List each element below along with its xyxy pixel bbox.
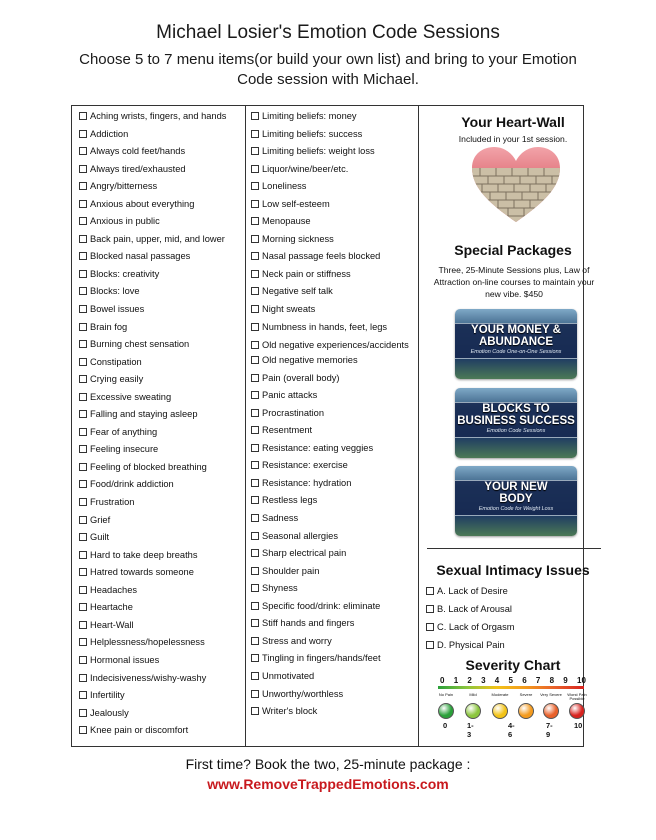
checklist-label: Blocks: creativity xyxy=(90,268,160,279)
severity-range: 1-3 xyxy=(467,721,474,739)
checklist-label: Seasonal allergies xyxy=(262,530,338,541)
checklist-item[interactable] xyxy=(251,304,411,315)
menu-column-1 xyxy=(79,111,226,743)
checklist-label: Resentment xyxy=(262,425,313,436)
checklist-label: Fear of anything xyxy=(90,426,158,437)
page-subtitle: Choose 5 to 7 menu items(or build your own list) and bring to your Emotion Code session with Michael. xyxy=(79,51,577,88)
checkbox[interactable] xyxy=(79,533,87,541)
page-title: Michael Losier's Emotion Code Sessions xyxy=(156,22,500,43)
checklist-label: Blocked nasal passages xyxy=(90,251,191,262)
checkbox[interactable] xyxy=(79,358,87,366)
severity-face-icon xyxy=(465,703,481,719)
checklist-label: Grief xyxy=(90,514,111,525)
checklist-label: Sharp electrical pain xyxy=(262,548,347,559)
severity-face-icon xyxy=(492,703,508,719)
checkbox[interactable] xyxy=(79,498,87,506)
checklist-item[interactable] xyxy=(79,673,226,684)
checklist-item[interactable] xyxy=(79,602,226,613)
checklist-label: Food/drink addiction xyxy=(90,479,174,490)
checkbox[interactable] xyxy=(251,549,259,557)
checkbox[interactable] xyxy=(251,252,259,260)
severity-label: Mild xyxy=(469,692,477,697)
checklist-label: Menopause xyxy=(262,216,311,227)
checklist-item[interactable] xyxy=(79,585,226,596)
checklist-item[interactable] xyxy=(79,304,226,315)
scale-number: 5 xyxy=(508,676,513,685)
checkbox[interactable] xyxy=(251,270,259,278)
checkbox[interactable] xyxy=(79,656,87,664)
footer-text: First time? Book the two, 25-minute package : xyxy=(185,756,471,772)
checklist-item[interactable] xyxy=(79,725,226,736)
checklist-label: Falling and staying asleep xyxy=(90,409,198,420)
package-title: BODY xyxy=(499,493,533,505)
package-card-body[interactable] xyxy=(455,466,577,536)
scale-number: 6 xyxy=(522,676,527,685)
checkbox[interactable] xyxy=(251,672,259,680)
checkbox[interactable] xyxy=(251,356,259,364)
checklist-label: Unworthy/worthless xyxy=(262,688,344,699)
checklist-label: Burning chest sensation xyxy=(90,339,190,350)
checkbox[interactable] xyxy=(251,514,259,522)
checklist-item[interactable] xyxy=(251,146,411,157)
checklist-label: Heartache xyxy=(90,602,133,613)
scale-number: 9 xyxy=(563,676,568,685)
severity-range: 4-6 xyxy=(508,721,515,739)
severity-title: Severity Chart xyxy=(465,657,561,673)
checklist-label: Angry/bitterness xyxy=(90,181,158,192)
checkbox[interactable] xyxy=(251,130,259,138)
checklist-item[interactable] xyxy=(79,708,226,719)
checklist-item[interactable] xyxy=(79,357,226,368)
checklist-label: Nasal passage feels blocked xyxy=(262,251,381,262)
checkbox[interactable] xyxy=(251,532,259,540)
checklist-item[interactable] xyxy=(79,409,226,420)
checkbox[interactable] xyxy=(79,340,87,348)
checkbox[interactable] xyxy=(79,147,87,155)
package-title: YOUR NEW xyxy=(484,481,548,493)
menu-column-2 xyxy=(251,111,411,724)
checklist-item[interactable] xyxy=(251,269,411,280)
intimacy-item[interactable]: D. Physical Pain xyxy=(426,640,505,650)
checklist-label: Old negative memories xyxy=(262,355,358,366)
scale-number: 3 xyxy=(481,676,486,685)
checkbox[interactable] xyxy=(79,165,87,173)
checkbox[interactable] xyxy=(79,568,87,576)
checklist-item[interactable] xyxy=(251,129,411,140)
checkbox[interactable] xyxy=(79,709,87,717)
package-subtitle: Emotion Code Sessions xyxy=(486,428,546,434)
checklist-label: Back pain, upper, mid, and lower xyxy=(90,233,225,244)
checklist-label: Feeling insecure xyxy=(90,444,159,455)
checkbox[interactable] xyxy=(79,428,87,436)
severity-bar xyxy=(438,686,584,689)
checkbox[interactable] xyxy=(251,374,259,382)
severity-label: Worst Pain Possible xyxy=(567,692,587,701)
checkbox[interactable] xyxy=(79,480,87,488)
checklist-item[interactable] xyxy=(251,548,411,559)
checkbox[interactable] xyxy=(79,287,87,295)
checklist-label: Heart-Wall xyxy=(90,619,134,630)
checkbox[interactable] xyxy=(79,130,87,138)
checklist-item[interactable] xyxy=(251,671,411,682)
checklist-item[interactable] xyxy=(79,286,226,297)
checkbox[interactable] xyxy=(79,323,87,331)
checkbox[interactable] xyxy=(79,252,87,260)
checkbox[interactable] xyxy=(79,674,87,682)
checkbox[interactable] xyxy=(79,586,87,594)
checklist-item[interactable] xyxy=(251,513,411,524)
checklist-label: Hard to take deep breaths xyxy=(90,549,198,560)
checklist-label: Jealously xyxy=(90,707,129,718)
checklist-item[interactable] xyxy=(79,234,226,245)
checklist-item[interactable] xyxy=(251,199,411,210)
checkbox[interactable] xyxy=(79,270,87,278)
checklist-label: Always cold feet/hands xyxy=(90,146,186,157)
checkbox[interactable] xyxy=(251,112,259,120)
checkbox[interactable] xyxy=(251,690,259,698)
checklist-label: Blocks: love xyxy=(90,286,140,297)
checklist-label: Neck pain or stiffness xyxy=(262,268,351,279)
checkbox[interactable] xyxy=(251,287,259,295)
column-divider-1 xyxy=(245,105,246,747)
checklist-item[interactable] xyxy=(251,653,411,664)
package-title: ABUNDANCE xyxy=(478,336,554,348)
checkbox[interactable] xyxy=(251,654,259,662)
scale-number: 0 xyxy=(440,676,445,685)
severity-range: 0 xyxy=(443,721,448,730)
severity-face-icon xyxy=(438,703,454,719)
severity-range: 7-9 xyxy=(546,721,553,739)
checkbox[interactable] xyxy=(79,410,87,418)
checklist-item[interactable] xyxy=(251,181,411,192)
website-link[interactable]: www.RemoveTrappedEmotions.com xyxy=(207,776,449,792)
checklist-label: Limiting beliefs: weight loss xyxy=(262,146,375,157)
checklist-item[interactable] xyxy=(79,199,226,210)
checklist-label: Old negative experiences/accidents xyxy=(262,340,409,351)
scale-number: 2 xyxy=(467,676,472,685)
checklist-label: Pain (overall body) xyxy=(262,372,340,383)
checklist-item[interactable] xyxy=(79,111,226,122)
checklist-item[interactable] xyxy=(251,251,411,262)
checklist-item[interactable] xyxy=(79,655,226,666)
checkbox[interactable] xyxy=(251,567,259,575)
section-divider xyxy=(427,548,601,549)
checklist-label: Loneliness xyxy=(262,181,307,192)
checkbox[interactable] xyxy=(251,707,259,715)
checklist-label: Stress and worry xyxy=(262,635,332,646)
checklist-item[interactable] xyxy=(79,216,226,227)
checklist-label: Resistance: eating veggies xyxy=(262,442,374,453)
checklist-item[interactable] xyxy=(79,251,226,262)
checkbox[interactable] xyxy=(79,112,87,120)
severity-label: No Pain xyxy=(438,692,454,697)
checklist-label: Addiction xyxy=(90,128,129,139)
checkbox[interactable] xyxy=(251,479,259,487)
checklist-item[interactable] xyxy=(251,111,411,122)
checkbox[interactable] xyxy=(251,235,259,243)
checklist-item[interactable] xyxy=(79,532,226,543)
checklist-label: Guilt xyxy=(90,532,110,543)
checklist-label: Limiting beliefs: success xyxy=(262,128,363,139)
package-title: BUSINESS SUCCESS xyxy=(457,415,575,427)
checkbox[interactable] xyxy=(251,200,259,208)
checkbox[interactable] xyxy=(79,217,87,225)
checklist-label: Tingling in fingers/hands/feet xyxy=(262,653,381,664)
intimacy-item[interactable]: B. Lack of Arousal xyxy=(426,604,512,614)
checklist-item[interactable] xyxy=(251,425,411,436)
checklist-item[interactable] xyxy=(79,339,226,350)
checkbox[interactable] xyxy=(79,200,87,208)
severity-face-icon xyxy=(518,703,534,719)
checklist-label: Indecisiveness/wishy-washy xyxy=(90,672,207,683)
checklist-item[interactable] xyxy=(79,444,226,455)
checklist-label: Resistance: hydration xyxy=(262,477,352,488)
checklist-item[interactable] xyxy=(251,689,411,700)
checkbox[interactable] xyxy=(251,602,259,610)
checklist-label: Procrastination xyxy=(262,407,325,418)
checklist-label: Night sweats xyxy=(262,304,316,315)
checklist-label: Aching wrists, fingers, and hands xyxy=(90,111,227,121)
checkbox[interactable] xyxy=(251,619,259,627)
package-subtitle: Emotion Code One-on-One Sessions xyxy=(470,349,562,355)
checkbox[interactable] xyxy=(251,444,259,452)
intimacy-title: Sexual Intimacy Issues xyxy=(436,562,590,578)
checklist-label: Writer's block xyxy=(262,706,318,717)
checklist-item[interactable] xyxy=(79,479,226,490)
checklist-label: Crying easily xyxy=(90,374,144,385)
checklist-item[interactable] xyxy=(79,690,226,701)
checkbox[interactable] xyxy=(251,391,259,399)
checkbox[interactable] xyxy=(79,182,87,190)
package-title: YOUR MONEY & xyxy=(471,324,561,336)
checklist-item[interactable] xyxy=(79,181,226,192)
checklist-item[interactable] xyxy=(79,392,226,403)
checklist-label: Shoulder pain xyxy=(262,565,320,576)
checkbox[interactable] xyxy=(251,584,259,592)
heartwall-title: Your Heart-Wall xyxy=(461,114,565,130)
checklist-item[interactable] xyxy=(251,443,411,454)
checklist-item[interactable] xyxy=(251,636,411,647)
checkbox[interactable] xyxy=(79,638,87,646)
checklist-label: Constipation xyxy=(90,356,142,367)
checklist-item[interactable] xyxy=(251,601,411,612)
checklist-item[interactable] xyxy=(251,706,411,717)
packages-title: Special Packages xyxy=(454,242,572,258)
checklist-item[interactable] xyxy=(251,478,411,489)
checklist-item[interactable] xyxy=(79,462,226,473)
checklist-item[interactable] xyxy=(79,620,226,631)
package-subtitle: Emotion Code for Weight Loss xyxy=(478,506,554,512)
checklist-item[interactable] xyxy=(79,146,226,157)
package-card-money[interactable] xyxy=(455,309,577,379)
scale-number: 7 xyxy=(535,676,541,685)
checkbox[interactable] xyxy=(79,305,87,313)
checklist-item[interactable] xyxy=(251,373,411,384)
checklist-label: Always tired/exhausted xyxy=(90,163,186,174)
checkbox[interactable] xyxy=(251,305,259,313)
checkbox[interactable] xyxy=(251,409,259,417)
checklist-label: Feeling of blocked breathing xyxy=(90,461,207,472)
checkbox[interactable] xyxy=(79,375,87,383)
checklist-label: Knee pain or discomfort xyxy=(90,725,189,736)
checkbox[interactable] xyxy=(79,726,87,734)
checklist-label: Negative self talk xyxy=(262,286,333,297)
checklist-item[interactable] xyxy=(251,164,411,175)
checklist-item[interactable] xyxy=(251,339,411,351)
checkbox[interactable] xyxy=(251,461,259,469)
checklist-label: Panic attacks xyxy=(262,390,318,401)
checklist-label: Specific food/drink: eliminate xyxy=(262,600,381,611)
severity-range: 10 xyxy=(574,721,583,730)
checklist-label: Hormonal issues xyxy=(90,654,160,665)
checkbox[interactable] xyxy=(79,551,87,559)
checkbox[interactable] xyxy=(251,341,259,349)
checkbox[interactable] xyxy=(79,393,87,401)
checklist-label: Sadness xyxy=(262,513,299,524)
scale-number: 1 xyxy=(453,676,459,685)
checklist-item[interactable] xyxy=(251,460,411,471)
checklist-item[interactable] xyxy=(251,390,411,401)
checklist-label: Excessive sweating xyxy=(90,391,172,402)
checkbox[interactable] xyxy=(79,235,87,243)
checklist-label: Shyness xyxy=(262,583,298,594)
checklist-item[interactable] xyxy=(79,567,226,578)
severity-face-icon xyxy=(543,703,559,719)
checkbox[interactable] xyxy=(79,463,87,471)
checklist-label: Anxious about everything xyxy=(90,198,195,209)
checklist-item[interactable] xyxy=(251,531,411,542)
checklist-item[interactable] xyxy=(251,355,411,366)
checklist-label: Headaches xyxy=(90,584,138,595)
checklist-item[interactable] xyxy=(251,408,411,419)
checkbox[interactable] xyxy=(251,637,259,645)
checkbox[interactable] xyxy=(251,165,259,173)
checklist-item[interactable] xyxy=(251,566,411,577)
scale-number: 4 xyxy=(494,676,500,685)
checkbox[interactable] xyxy=(251,182,259,190)
severity-label: Moderate xyxy=(491,692,509,697)
checklist-label: Stiff hands and fingers xyxy=(262,618,355,629)
checklist-item[interactable] xyxy=(79,374,226,385)
checklist-label: Low self-esteem xyxy=(262,198,330,209)
column-divider-2 xyxy=(418,105,419,747)
checklist-item[interactable] xyxy=(251,322,411,333)
checklist-item[interactable] xyxy=(251,618,411,629)
severity-label: Very Severe xyxy=(540,692,562,697)
checklist-item[interactable] xyxy=(251,495,411,506)
checklist-item[interactable] xyxy=(79,550,226,561)
checklist-label: Unmotivated xyxy=(262,670,315,681)
checkbox[interactable] xyxy=(79,445,87,453)
checklist-item[interactable] xyxy=(251,234,411,245)
heartwall-note: Included in your 1st session. xyxy=(458,134,568,144)
checklist-item[interactable] xyxy=(79,269,226,280)
checkbox[interactable] xyxy=(251,217,259,225)
checkbox[interactable] xyxy=(251,323,259,331)
checkbox[interactable] xyxy=(79,516,87,524)
checklist-label: Frustration xyxy=(90,497,135,508)
checklist-label: Brain fog xyxy=(90,321,128,332)
checklist-label: Restless legs xyxy=(262,495,318,506)
checklist-item[interactable] xyxy=(251,286,411,297)
checkbox[interactable] xyxy=(251,496,259,504)
checklist-label: Helplessness/hopelessness xyxy=(90,637,205,648)
checklist-label: Liquor/wine/beer/etc. xyxy=(262,163,349,174)
checklist-item[interactable] xyxy=(79,497,226,508)
checklist-label: Infertility xyxy=(90,690,125,701)
checklist-item[interactable] xyxy=(79,322,226,333)
checklist-label: Morning sickness xyxy=(262,233,334,244)
scale-number: 10 xyxy=(577,676,586,685)
intimacy-item[interactable]: C. Lack of Orgasm xyxy=(426,622,515,632)
checklist-label: Anxious in public xyxy=(90,216,160,227)
checklist-label: Hatred towards someone xyxy=(90,567,194,578)
checklist-item[interactable] xyxy=(251,583,411,594)
package-card-business[interactable] xyxy=(455,388,577,458)
package-title: BLOCKS TO xyxy=(482,403,550,415)
scale-number: 8 xyxy=(549,676,555,685)
heartwall-image xyxy=(470,146,562,224)
checklist-label: Bowel issues xyxy=(90,304,145,315)
checkbox[interactable] xyxy=(251,426,259,434)
checklist-item[interactable] xyxy=(79,427,226,438)
checklist-label: Resistance: exercise xyxy=(262,460,348,471)
packages-description: Three, 25-Minute Sessions plus, Law of Attraction on-line courses to maintain your new vibe. $450 xyxy=(433,265,595,299)
severity-face-icon xyxy=(569,703,585,719)
checklist-item[interactable] xyxy=(79,515,226,526)
checklist-item[interactable] xyxy=(79,129,226,140)
checklist-label: Numbness in hands, feet, legs xyxy=(262,321,388,332)
checkbox[interactable] xyxy=(251,147,259,155)
severity-label: Severe xyxy=(519,692,533,697)
checkbox[interactable] xyxy=(79,603,87,611)
checkbox[interactable] xyxy=(79,691,87,699)
checklist-label: Limiting beliefs: money xyxy=(262,111,357,121)
checklist-item[interactable] xyxy=(79,164,226,175)
checkbox[interactable] xyxy=(79,621,87,629)
checklist-item[interactable] xyxy=(79,637,226,648)
intimacy-item[interactable]: A. Lack of Desire xyxy=(426,586,508,596)
checklist-item[interactable] xyxy=(251,216,411,227)
